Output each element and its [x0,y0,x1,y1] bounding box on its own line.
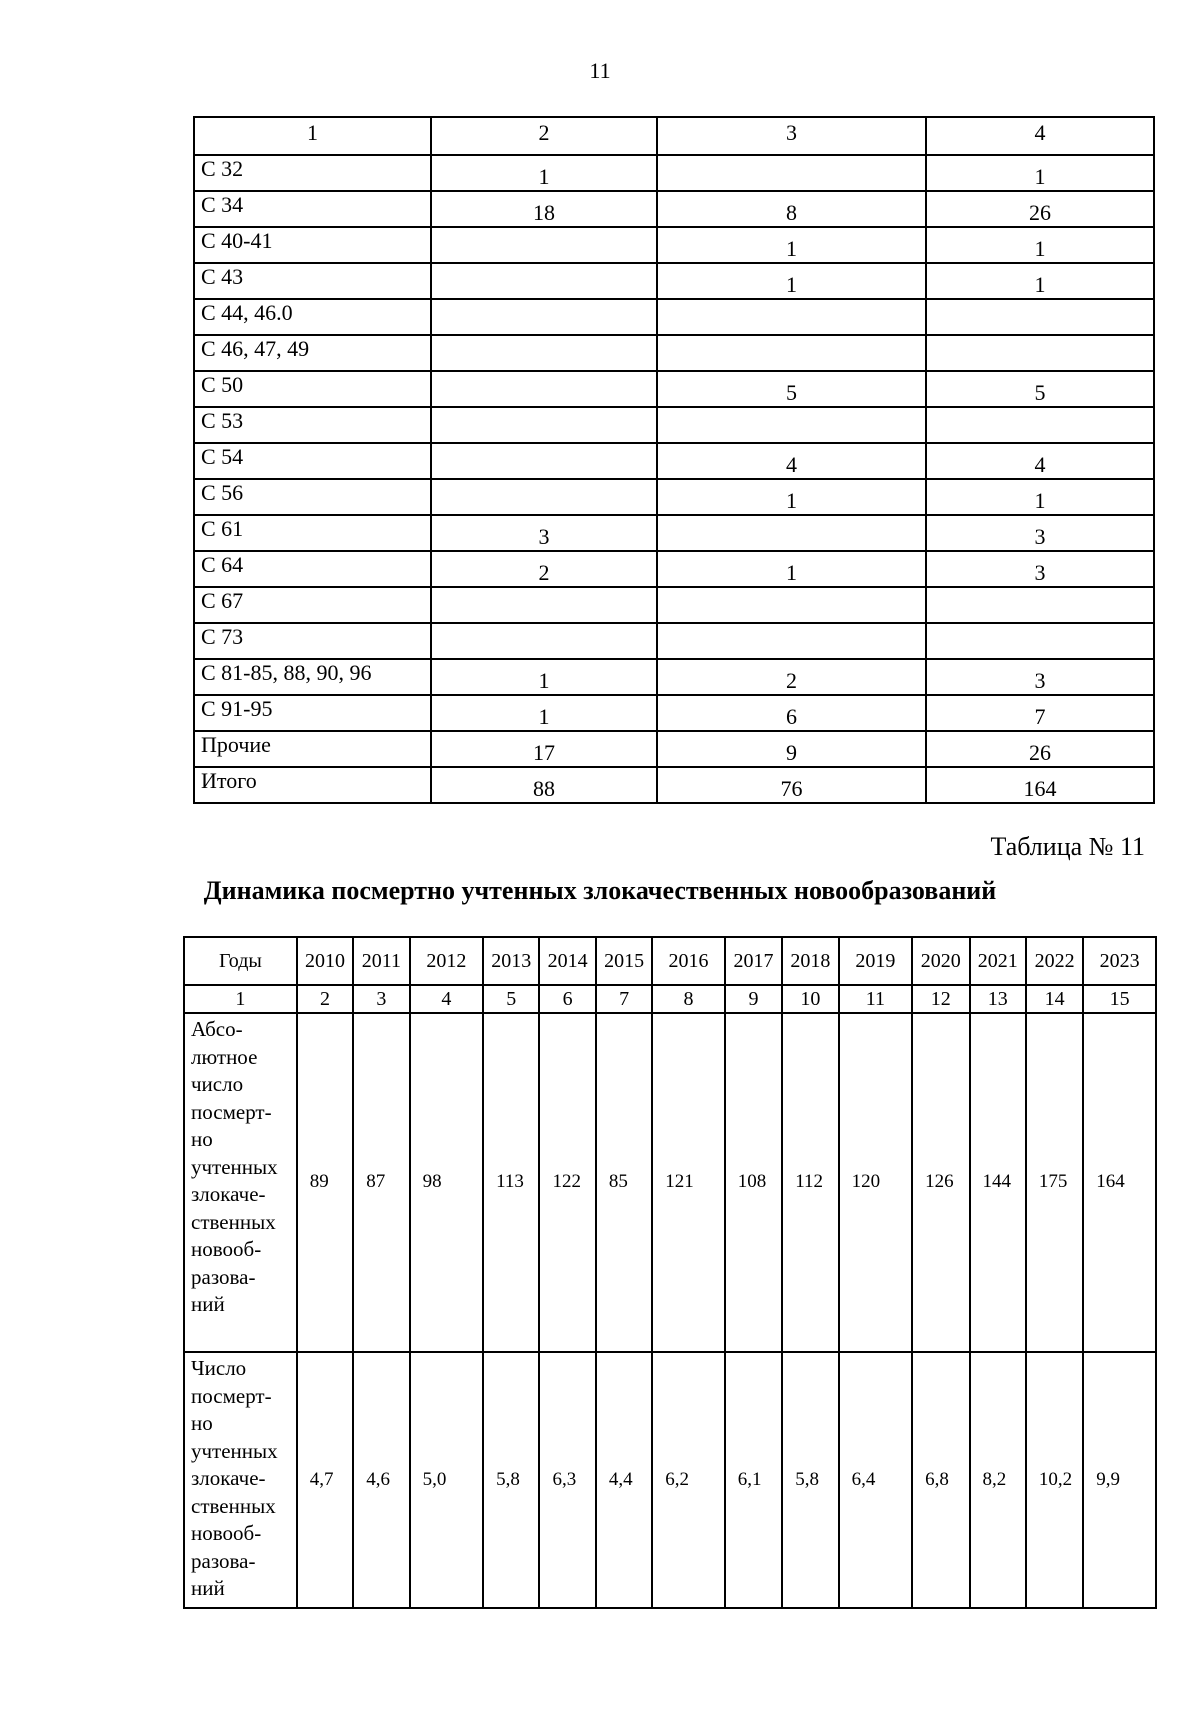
cell-col2 [431,263,657,299]
value-cell: 121 [652,1013,725,1352]
cell-col3 [657,407,926,443]
column-number-cell: 13 [970,985,1026,1013]
row-code: С 73 [194,623,431,659]
year-cell: 2011 [353,937,409,985]
label-line: новооб- [191,1521,262,1545]
label-line: посмерт- [191,1099,272,1124]
cell-col2 [431,335,657,371]
value-cell: 4,6 [353,1352,409,1608]
table-row [194,335,1154,371]
cell-col3: 1 [657,263,926,299]
value-cell: 144 [970,1013,1026,1352]
value-cell: 89 [297,1013,353,1352]
cell-col4 [926,299,1154,335]
column-number-cell: 5 [483,985,539,1013]
value-cell: 6,3 [539,1352,595,1608]
label-line: новооб- [191,1237,262,1261]
value-cell: 8,2 [970,1352,1026,1608]
row-code: С 34 [194,191,431,227]
year-cell: 2014 [539,937,595,985]
value-cell: 175 [1026,1013,1083,1352]
table-row [194,551,1154,587]
row-code: С 56 [194,479,431,515]
years-header-row [184,937,1156,985]
cell-col2: 88 [431,767,657,803]
cell-col2 [431,443,657,479]
cell-col3 [657,515,926,551]
cell-col4: 164 [926,767,1154,803]
column-number-4: 4 [926,117,1154,155]
cell-col3: 8 [657,191,926,227]
value-cell: 85 [596,1013,652,1352]
label-line: злокаче- [191,1182,266,1206]
row-code: Итого [194,767,431,803]
value-cell: 9,9 [1083,1352,1156,1608]
column-number-cell: 8 [652,985,725,1013]
row-code: С 64 [194,551,431,587]
table-row [194,587,1154,623]
value-cell: 87 [353,1013,409,1352]
table-row [194,155,1154,191]
cell-col3 [657,335,926,371]
value-cell: 6,2 [652,1352,725,1608]
cell-col2: 1 [431,695,657,731]
label-line: число [191,1072,244,1096]
value-cell: 108 [725,1013,782,1352]
label-line: ний [191,1576,225,1600]
table-row [194,227,1154,263]
cell-col4: 26 [926,731,1154,767]
column-number-cell: 7 [596,985,652,1013]
cell-col2: 2 [431,551,657,587]
table-row [194,191,1154,227]
dynamics-table [183,936,1157,1609]
table-label: Таблица № 11 [990,832,1145,861]
cell-col3 [657,623,926,659]
column-number-cell: 15 [1083,985,1156,1013]
label-line: разова- [191,1264,256,1289]
cell-col4: 3 [926,515,1154,551]
table-row [194,695,1154,731]
cell-col4 [926,335,1154,371]
column-number-cell: 2 [297,985,353,1013]
year-cell: 2016 [652,937,725,985]
cell-col4: 3 [926,659,1154,695]
value-cell: 5,0 [410,1352,484,1608]
value-cell: 120 [839,1013,913,1352]
column-number-cell: 11 [839,985,913,1013]
cell-col2: 17 [431,731,657,767]
row-code: С 40-41 [194,227,431,263]
cell-col4 [926,407,1154,443]
column-number-2: 2 [431,117,657,155]
cell-col4 [926,623,1154,659]
value-cell: 5,8 [483,1352,539,1608]
cell-col4: 1 [926,263,1154,299]
label-line: но [191,1411,213,1435]
cell-col3: 5 [657,371,926,407]
year-cell: 2013 [483,937,539,985]
cell-col2 [431,623,657,659]
column-number-cell: 6 [539,985,595,1013]
table-row-total [194,767,1154,803]
row-code: С 67 [194,587,431,623]
value-cell: 4,4 [596,1352,652,1608]
cell-col4: 1 [926,155,1154,191]
year-cell: 2017 [725,937,782,985]
table-title: Динамика посмертно учтенных злокачественных новообразований [203,876,997,905]
cell-col3: 4 [657,443,926,479]
value-cell: 5,8 [782,1352,838,1608]
year-cell: 2019 [839,937,913,985]
cell-col2 [431,371,657,407]
table-row [194,371,1154,407]
column-number-cell: 4 [410,985,484,1013]
year-cell: 2015 [596,937,652,985]
year-cell: 2012 [410,937,484,985]
value-cell: 6,1 [725,1352,782,1608]
value-cell: 10,2 [1026,1352,1083,1608]
cell-col2 [431,407,657,443]
column-number-cell: 1 [184,985,297,1013]
cell-col3: 1 [657,227,926,263]
row-code: С 81-85, 88, 90, 96 [194,659,431,695]
label-line: злокаче- [191,1466,266,1490]
column-number-3: 3 [657,117,926,155]
years-header-label: Годы [184,937,297,985]
column-number-1: 1 [194,117,431,155]
cancer-codes-table [193,116,1155,804]
cell-col2 [431,227,657,263]
value-cell: 6,4 [839,1352,913,1608]
label-line: Абсо- [191,1017,243,1041]
row-code: С 43 [194,263,431,299]
rate-label [184,1352,297,1608]
year-cell: 2022 [1026,937,1083,985]
rate-row [184,1352,1156,1608]
value-cell: 98 [410,1013,484,1352]
row-code: С 54 [194,443,431,479]
cell-col2: 18 [431,191,657,227]
value-cell: 122 [539,1013,595,1352]
row-code: С 61 [194,515,431,551]
row-code: С 32 [194,155,431,191]
year-cell: 2010 [297,937,353,985]
label-line: ственных [191,1209,276,1234]
cell-col3: 6 [657,695,926,731]
value-cell: 113 [483,1013,539,1352]
cell-col3: 1 [657,479,926,515]
table-row [194,515,1154,551]
table-row [194,263,1154,299]
row-code: С 44, 46.0 [194,299,431,335]
cell-col4: 1 [926,227,1154,263]
cell-col4: 7 [926,695,1154,731]
row-code: С 91-95 [194,695,431,731]
value-cell: 112 [782,1013,838,1352]
cell-col3: 9 [657,731,926,767]
cell-col3 [657,587,926,623]
cell-col3: 1 [657,551,926,587]
cell-col4 [926,587,1154,623]
table-row [194,443,1154,479]
label-line: учтенных [191,1438,278,1463]
year-cell: 2023 [1083,937,1156,985]
year-cell: 2020 [912,937,969,985]
absolute-count-row [184,1013,1156,1352]
label-line: учтенных [191,1154,278,1179]
row-code: С 53 [194,407,431,443]
cell-col4: 5 [926,371,1154,407]
column-number-cell: 10 [782,985,838,1013]
cell-col2: 3 [431,515,657,551]
cell-col3 [657,155,926,191]
cell-col4: 3 [926,551,1154,587]
cell-col2: 1 [431,659,657,695]
label-line: ний [191,1292,225,1316]
absolute-count-label [184,1013,297,1352]
label-line: лютное [191,1044,258,1069]
column-number-cell: 12 [912,985,969,1013]
cell-col4: 26 [926,191,1154,227]
column-number-cell: 9 [725,985,782,1013]
cell-col4: 1 [926,479,1154,515]
table-row [194,659,1154,695]
cell-col3: 76 [657,767,926,803]
table-row [194,299,1154,335]
column-numbers-row [184,985,1156,1013]
cell-col2 [431,299,657,335]
value-cell: 6,8 [912,1352,969,1608]
table-row [194,731,1154,767]
cell-col2 [431,587,657,623]
label-line: но [191,1127,213,1151]
column-number-cell: 3 [353,985,409,1013]
column-number-cell: 14 [1026,985,1083,1013]
label-line: ственных [191,1493,276,1518]
year-cell: 2018 [782,937,838,985]
cell-col3: 2 [657,659,926,695]
row-code: С 50 [194,371,431,407]
value-cell: 164 [1083,1013,1156,1352]
value-cell: 126 [912,1013,969,1352]
cell-col4: 4 [926,443,1154,479]
value-cell: 4,7 [297,1352,353,1608]
year-cell: 2021 [970,937,1026,985]
table-row [194,407,1154,443]
label-line: Число [191,1356,247,1380]
row-code: Прочие [194,731,431,767]
cell-col2 [431,479,657,515]
cell-col3 [657,299,926,335]
table-header-row [194,117,1154,155]
table-row [194,479,1154,515]
page-number: 11 [589,58,611,83]
row-code: С 46, 47, 49 [194,335,431,371]
label-line: посмерт- [191,1383,272,1408]
cell-col2: 1 [431,155,657,191]
label-line: разова- [191,1548,256,1573]
table-row [194,623,1154,659]
